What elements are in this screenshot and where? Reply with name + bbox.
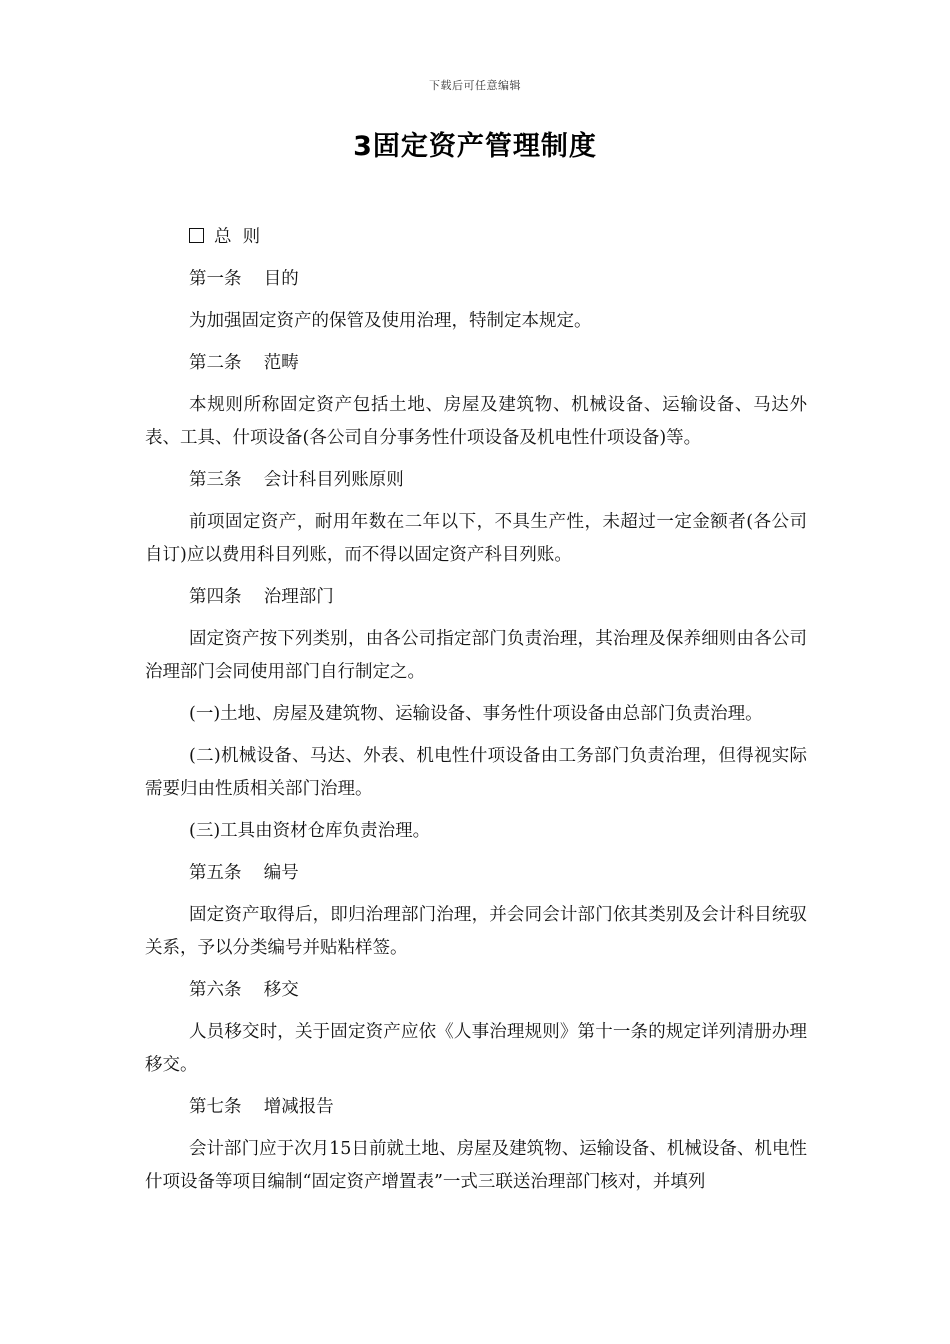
article-paragraph: 会计部门应于次月15日前就土地、房屋及建筑物、运输设备、机械设备、机电性什项设备等项目编制“固定资产增置表”一式三联送治理部门核对，并填列 [145,1139,807,1192]
article-paragraph: 本规则所称固定资产包括土地、房屋及建筑物、机械设备、运输设备、马达外表、工具、什项设备(各公司自分事务性什项设备及机电性什项设备)等。 [145,395,807,448]
empty-square-icon [189,228,204,243]
article-heading: 第二条 范畴 [189,353,299,373]
article-list-item: (二)机械设备、马达、外表、机电性什项设备由工务部门负责治理，但得视实际需要归由性质相关部门治理。 [145,746,807,799]
article-paragraph: 固定资产按下列类别，由各公司指定部门负责治理，其治理及保养细则由各公司治理部门会同使用部门自行制定之。 [145,629,807,682]
article-list-item: (一)土地、房屋及建筑物、运输设备、事务性什项设备由总部门负责治理。 [189,704,763,724]
article-heading: 第三条 会计科目列账原则 [189,470,404,490]
article-heading: 第六条 移交 [189,980,299,1000]
chapter-heading [145,221,807,254]
chapter-label: 总 则 [214,227,261,247]
article-heading: 第一条 目的 [189,269,299,289]
document-title: 3固定资产管理制度 [353,131,597,162]
article-heading: 第七条 增减报告 [189,1097,334,1117]
article-paragraph: 人员移交时，关于固定资产应依《人事治理规则》第十一条的规定详列清册办理移交。 [145,1022,807,1075]
article-paragraph: 为加强固定资产的保管及使用治理，特制定本规定。 [189,311,592,331]
article-heading: 第四条 治理部门 [189,587,334,607]
header-note: 下载后可任意编辑 [429,79,521,92]
article-paragraph: 固定资产取得后，即归治理部门治理，并会同会计部门依其类别及会计科目统驭关系，予以分类编号并贴粘样签。 [145,905,807,958]
article-list-item: (三)工具由资材仓库负责治理。 [189,821,431,841]
document-body [145,221,807,1208]
article-paragraph: 前项固定资产，耐用年数在二年以下，不具生产性，未超过一定金额者(各公司自订)应以费用科目列账，而不得以固定资产科目列账。 [145,512,807,565]
article-heading: 第五条 编号 [189,863,299,883]
